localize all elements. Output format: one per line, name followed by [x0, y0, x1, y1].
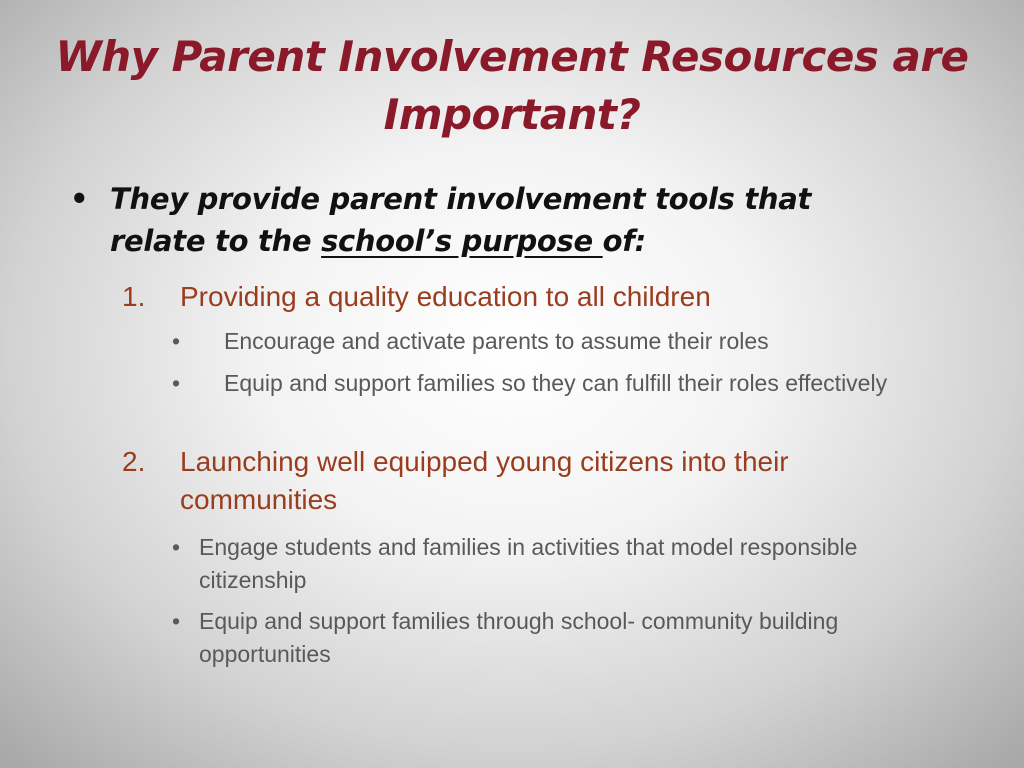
main-bullet-underlined: school’s purpose: [321, 224, 603, 258]
subitem-1-2: [172, 367, 952, 400]
numbered-item-2: [122, 443, 942, 519]
subitem-bullet: •: [172, 608, 181, 634]
bullet-marker: •: [70, 182, 89, 216]
subitem-bullet: •: [172, 370, 181, 396]
subitem-2-1-text: Engage students and families in activities that model responsible citizenship: [199, 534, 858, 593]
subitem-2-1: [172, 531, 952, 597]
subitem-1-2-text: Equip and support families so they can fulfill their roles effectively: [224, 370, 888, 396]
numbered-item-2-number: 2.: [122, 446, 146, 477]
subitem-1-1: [172, 325, 952, 358]
numbered-item-1: [122, 278, 942, 316]
numbered-item-1-number: 1.: [122, 281, 146, 312]
numbered-item-1-text: Providing a quality education to all children: [180, 281, 711, 312]
main-bullet-text-after: of:: [602, 224, 646, 258]
slide-title: Why Parent Involvement Resources are Important?: [55, 32, 969, 139]
subitem-2-2: [172, 605, 952, 671]
main-bullet: [70, 178, 950, 262]
subitem-bullet: •: [172, 534, 181, 560]
subitem-1-1-text: Encourage and activate parents to assume their roles: [224, 328, 769, 354]
subitem-2-2-text: Equip and support families through school- community building opportunities: [199, 608, 839, 667]
main-bullet-text-before: They provide parent involvement tools that relate to the: [110, 182, 812, 258]
numbered-item-2-text: Launching well equipped young citizens into their communities: [180, 446, 789, 515]
subitem-bullet: •: [172, 328, 181, 354]
main-bullet-text: [110, 178, 910, 262]
